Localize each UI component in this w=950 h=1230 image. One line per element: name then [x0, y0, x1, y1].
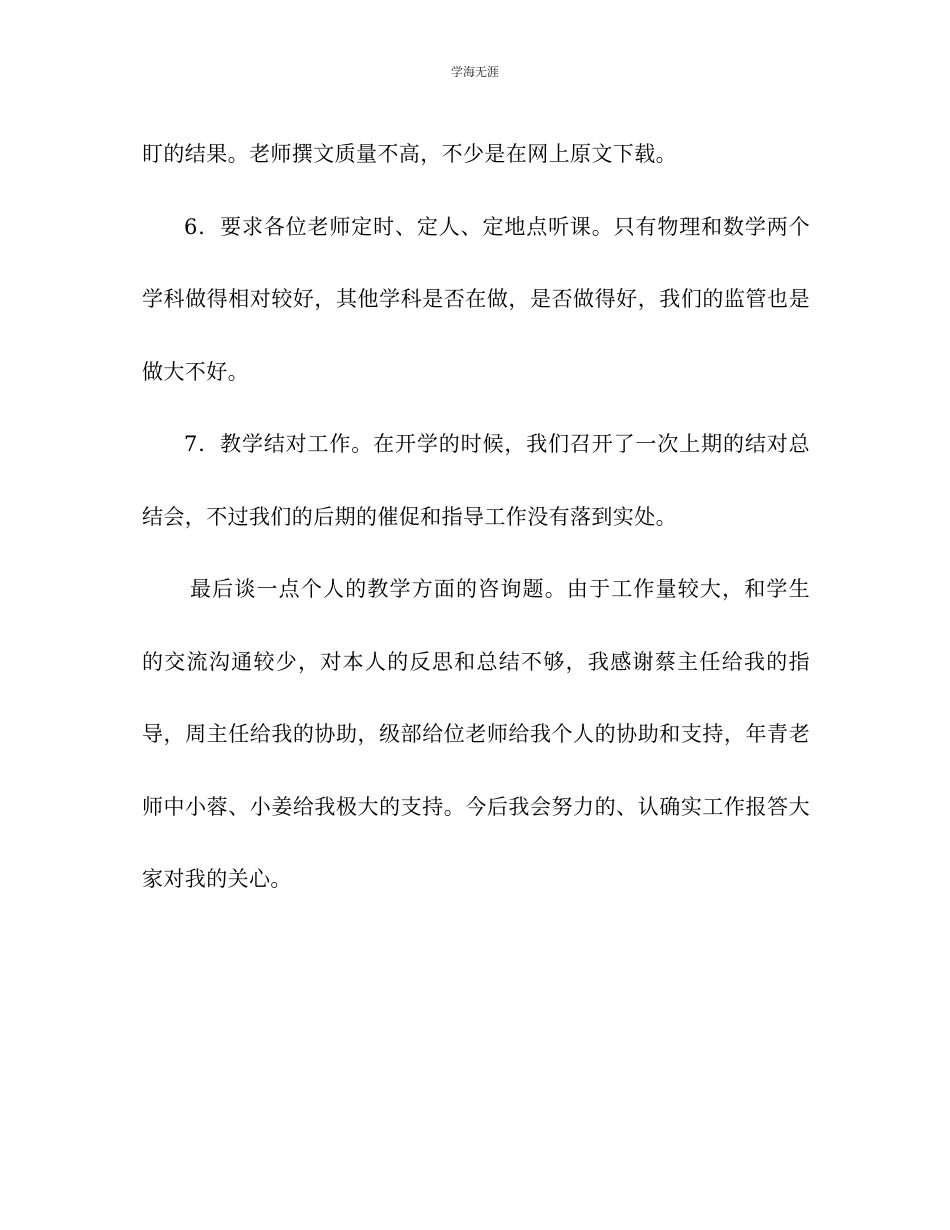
- paragraph-closing: 最后谈一点个人的教学方面的咨询题。由于工作量较大，和学生的交流沟通较少，对本人的反思和总结不够，我感谢蔡主任给我的指导，周主任给我的协助，级部给位老师给我个人的协助和支持，年青老师中小蓉、小姜给我极大的支持。今后我会努力的、认确实工作报答大家对我的关心。: [142, 577, 810, 891]
- page-header: 学海无涯: [450, 65, 499, 79]
- paragraph-item-7: 7．教学结对工作。在开学的时候，我们召开了一次上期的结对总结会，不过我们的后期的催促和指导工作没有落到实处。: [142, 432, 810, 529]
- document-body: [142, 118, 810, 916]
- paragraph-item-6: 6．要求各位老师定时、定人、定地点听课。只有物理和数学两个学科做得相对较好，其他学科是否在做，是否做得好，我们的监管也是做大不好。: [142, 214, 810, 384]
- paragraph-continuation: 盯的结果。老师撰文质量不高，不少是在网上原文下载。: [142, 142, 677, 166]
